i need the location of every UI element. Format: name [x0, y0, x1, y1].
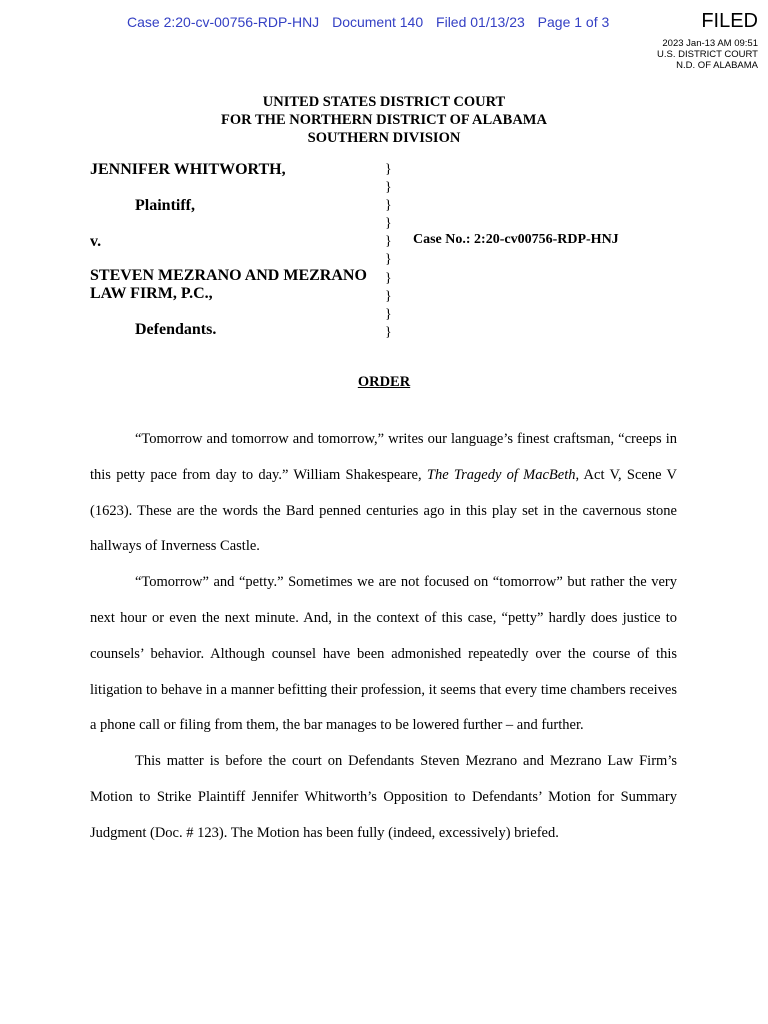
court-line-2: FOR THE NORTHERN DISTRICT OF ALABAMA — [221, 112, 547, 128]
court-heading — [0, 93, 768, 147]
paragraph-1-text-b: , Act V, Scene V (1623). These are the words the Bard penned centuries ago in this play set in the cavernous stone hallways of Inverness Castle. — [90, 466, 677, 555]
court-line-1: UNITED STATES DISTRICT COURT — [262, 94, 506, 110]
paragraph-3: This matter is before the court on Defendants Steven Mezrano and Mezrano Law Firm’s Motion to Strike Plaintiff Jennifer Whitworth’s Opposition to Defendants’ Motion for Summary Judgment (Doc. # 123). The Motion has been fully (indeed, excessively) briefed. — [90, 753, 677, 841]
stamp-datetime: 2023 Jan-13 AM 09:51 — [662, 38, 758, 49]
case-number-header: Case 2:20-cv-00756-RDP-HNJ — [127, 14, 320, 30]
defendant-line-2: LAW FIRM, P.C., — [90, 285, 213, 302]
ecf-header — [127, 14, 618, 30]
stamp-district: N.D. OF ALABAMA — [676, 60, 758, 71]
brace: } — [385, 198, 392, 214]
filed-label: FILED — [701, 10, 758, 32]
stamp-court: U.S. DISTRICT COURT — [657, 49, 758, 60]
brace: } — [385, 288, 392, 304]
case-number: Case No.: 2:20-cv00756-RDP-HNJ — [413, 232, 619, 247]
filing-stamp — [657, 38, 758, 71]
brace: } — [385, 306, 392, 322]
paragraph-2: “Tomorrow” and “petty.” Sometimes we are not focused on “tomorrow” but rather the very next hour or even the next minute. And, in the context of this case, “petty” hardly does justice to counsels’ behavior. Although counsel have been admonished repeatedly over the course of this litigation to behave in a manner befitting their profession, it seems that every time chambers receives a phone call or filing from them, the bar manages to be lowered further – and further. — [90, 574, 677, 734]
court-line-3: SOUTHERN DIVISION — [307, 130, 461, 146]
paragraph-1 — [90, 422, 677, 565]
play-title: The Tragedy of MacBeth — [426, 466, 576, 483]
filed-date: Filed 01/13/23 — [436, 14, 525, 30]
defendant-role: Defendants. — [135, 321, 217, 338]
plaintiff-role: Plaintiff, — [135, 197, 195, 214]
caption-braces — [385, 161, 392, 342]
order-body — [90, 422, 677, 852]
brace: } — [385, 252, 392, 268]
brace: } — [385, 216, 392, 232]
order-title: ORDER — [357, 374, 411, 390]
brace: } — [385, 180, 392, 196]
plaintiff-name: JENNIFER WHITWORTH, — [90, 161, 286, 178]
versus: v. — [90, 233, 102, 250]
document-number: Document 140 — [332, 14, 424, 30]
brace: } — [385, 324, 392, 340]
page-indicator: Page 1 of 3 — [537, 14, 610, 30]
brace: } — [385, 270, 392, 286]
brace: } — [385, 234, 392, 250]
brace: } — [385, 162, 392, 177]
paragraph-1-text-a: “Tomorrow and tomorrow and tomorrow,” writes our language’s finest craftsman, “creeps in this petty pace from day to day.” William Shakespeare, — [90, 431, 677, 483]
defendant-line-1: STEVEN MEZRANO AND MEZRANO — [90, 267, 367, 284]
